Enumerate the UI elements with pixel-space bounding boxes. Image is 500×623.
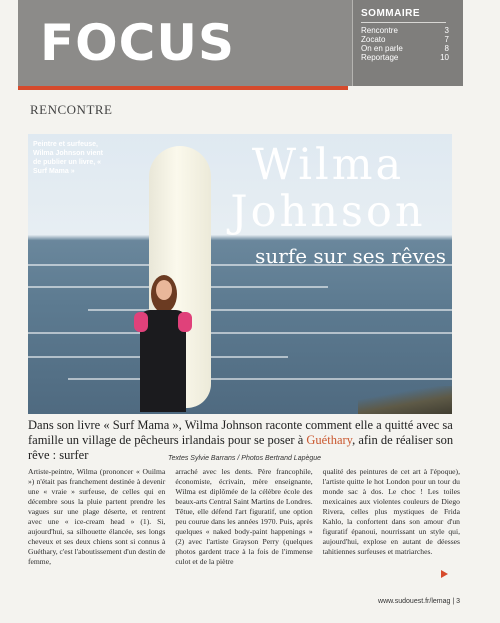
body-column-2: arraché avec les dents. Père francophile, économiste, écrivain, mère enseignante, Wilma est diplômée de la célèbre école des beaux-arts Central Saint Martins de Londres. Têtue, elle défend l'art figuratif, une option peu courue dans les années 1970. Puis, après quelques « naked body-paint happenings » (2) avec l'artiste Grayson Perry (quelques photos gardent trace à la fois de l'immense culot et de la piètre <box>175 467 313 566</box>
table-of-contents <box>352 0 463 86</box>
toc-item-page: 3 <box>444 26 449 35</box>
toc-title: SOMMAIRE <box>361 8 446 23</box>
headline-name <box>210 142 446 236</box>
section-title: FOCUS <box>40 14 235 72</box>
continue-arrow-icon <box>441 570 448 578</box>
toc-item-page: 7 <box>444 35 449 44</box>
body-column-3: qualité des peintures de cet art à l'époque), l'artiste quitte le hot London pour un tour du monde sac à dos. Le choc ! Les toiles mexicaines aux violentes couleurs de Diego Rivera, celles plus mystiques de Frida Kahlo, la confortent dans son amour d'un figuratif épanoui, nourrissant un style qui, aujourd'hui, explose en autant de déesses tahitiennes surfeuses et matriarches. <box>322 467 460 556</box>
wetsuit-figure <box>140 310 186 412</box>
toc-item-label: Zocato <box>361 35 386 44</box>
article-body <box>28 467 460 593</box>
toc-item-page: 10 <box>440 53 449 62</box>
headline-last-name: Johnson <box>230 187 426 237</box>
headline-first-name: Wilma <box>251 140 405 190</box>
toc-item[interactable] <box>361 35 449 44</box>
toc-item-label: On en parle <box>361 44 403 53</box>
rocks-shore <box>358 386 452 414</box>
photo-caption: Peintre et surfeuse, Wilma Johnson vient de publier un livre, « Surf Mama » <box>33 141 103 175</box>
toc-item-label: Reportage <box>361 53 399 62</box>
toc-item[interactable] <box>361 53 449 62</box>
headline-subtitle: surfe sur ses rêves <box>255 244 446 268</box>
toc-item[interactable] <box>361 44 449 53</box>
toc-item[interactable] <box>361 26 449 35</box>
page-footer[interactable]: www.sudouest.fr/lemag | 3 <box>378 598 460 605</box>
toc-item-label: Rencontre <box>361 26 398 35</box>
lede-text-end: , afin de réaliser son rêve : surfer <box>28 433 454 462</box>
lede-highlight[interactable]: Guéthary <box>306 433 353 447</box>
lede-text-start: Dans son livre « Surf Mama », Wilma Johnson raconte comment elle a quitté avec sa famille un village de pêcheurs irlandais pour se poser à <box>28 418 453 447</box>
rubric-label: RENCONTRE <box>30 102 113 117</box>
header-accent-rule <box>18 86 348 90</box>
body-column-1: Artiste-peintre, Wilma (prononcer « Ouilma ») n'était pas franchement destinée à devenir une « vraie » surfeuse, de celles qui en décembre sous la pluie partent prendre les vagues sur une plage déserte, et rentrent avec une « ice-cream head » (1). Si, aujourd'hui, sa silhouette élancée, ses longs cheveux et ses deux chiens sont si connus à Guéthary, c'est l'aboutissement d'un destin de femme, <box>28 467 166 566</box>
byline: Textes Sylvie Barrans / Photos Bertrand Lapègue <box>168 455 322 462</box>
toc-item-page: 8 <box>444 44 449 53</box>
